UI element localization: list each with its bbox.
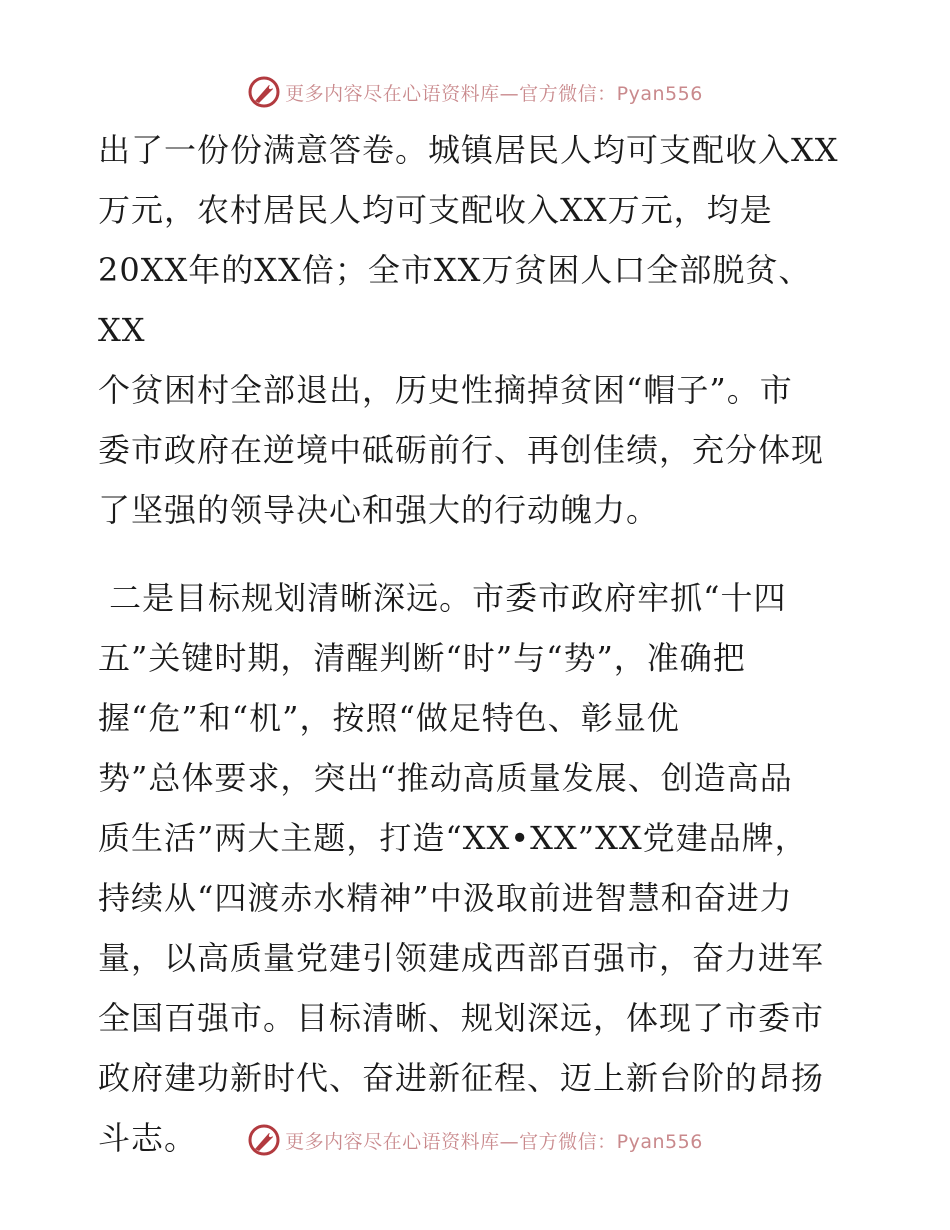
paragraph-2: [98, 568, 858, 1168]
text-line: 了坚强的领导决心和强大的行动魄力。: [98, 491, 660, 529]
text-line: 二是目标规划清晰深远。市委市政府牢抓“十四: [98, 579, 787, 617]
header-banner-text: 更多内容尽在心语资料库—官方微信：Pyan556: [285, 82, 703, 105]
text-line: 量，以高质量党建引领建成西部百强市，奋力进军: [98, 939, 825, 977]
text-line: 万元，农村居民人均可支配收入XX万元，均是: [98, 191, 773, 229]
text-line: 五”关键时期，清醒判断“时”与“势”，准确把: [98, 639, 746, 677]
text-line: 握“危”和“机”，按照“做足特色、彰显优: [98, 699, 680, 737]
text-line: 质生活”两大主题，打造“XX•XX”XX党建品牌，: [98, 819, 808, 857]
text-line: 持续从“四渡赤水精神”中汲取前进智慧和奋进力: [98, 879, 793, 917]
footer-banner-text: 更多内容尽在心语资料库—官方微信：Pyan556: [285, 1130, 703, 1153]
text-line: 20XX年的XX倍；全市XX万贫困人口全部脱贫、XX: [98, 251, 812, 349]
pen-nib-logo-icon: [247, 1123, 281, 1157]
text-line: 出了一份份满意答卷。城镇居民人均可支配收入XX: [98, 131, 839, 169]
paragraph-1: [98, 120, 858, 540]
text-line: 斗志。: [98, 1119, 198, 1157]
footer-banner: [0, 1120, 950, 1160]
text-line: 委市政府在逆境中砥砺前行、再创佳绩，充分体现: [98, 431, 825, 469]
pen-nib-logo-icon: [247, 75, 281, 109]
text-line: 全国百强市。目标清晰、规划深远，体现了市委市: [98, 999, 825, 1037]
text-line: 个贫困村全部退出，历史性摘掉贫困“帽子”。市: [98, 371, 793, 409]
header-banner: [0, 72, 950, 112]
text-line: 政府建功新时代、奋进新征程、迈上新台阶的昂扬: [98, 1059, 825, 1097]
text-line: 势”总体要求，突出“推动高质量发展、创造高品: [98, 759, 793, 797]
document-body: [98, 120, 858, 1168]
